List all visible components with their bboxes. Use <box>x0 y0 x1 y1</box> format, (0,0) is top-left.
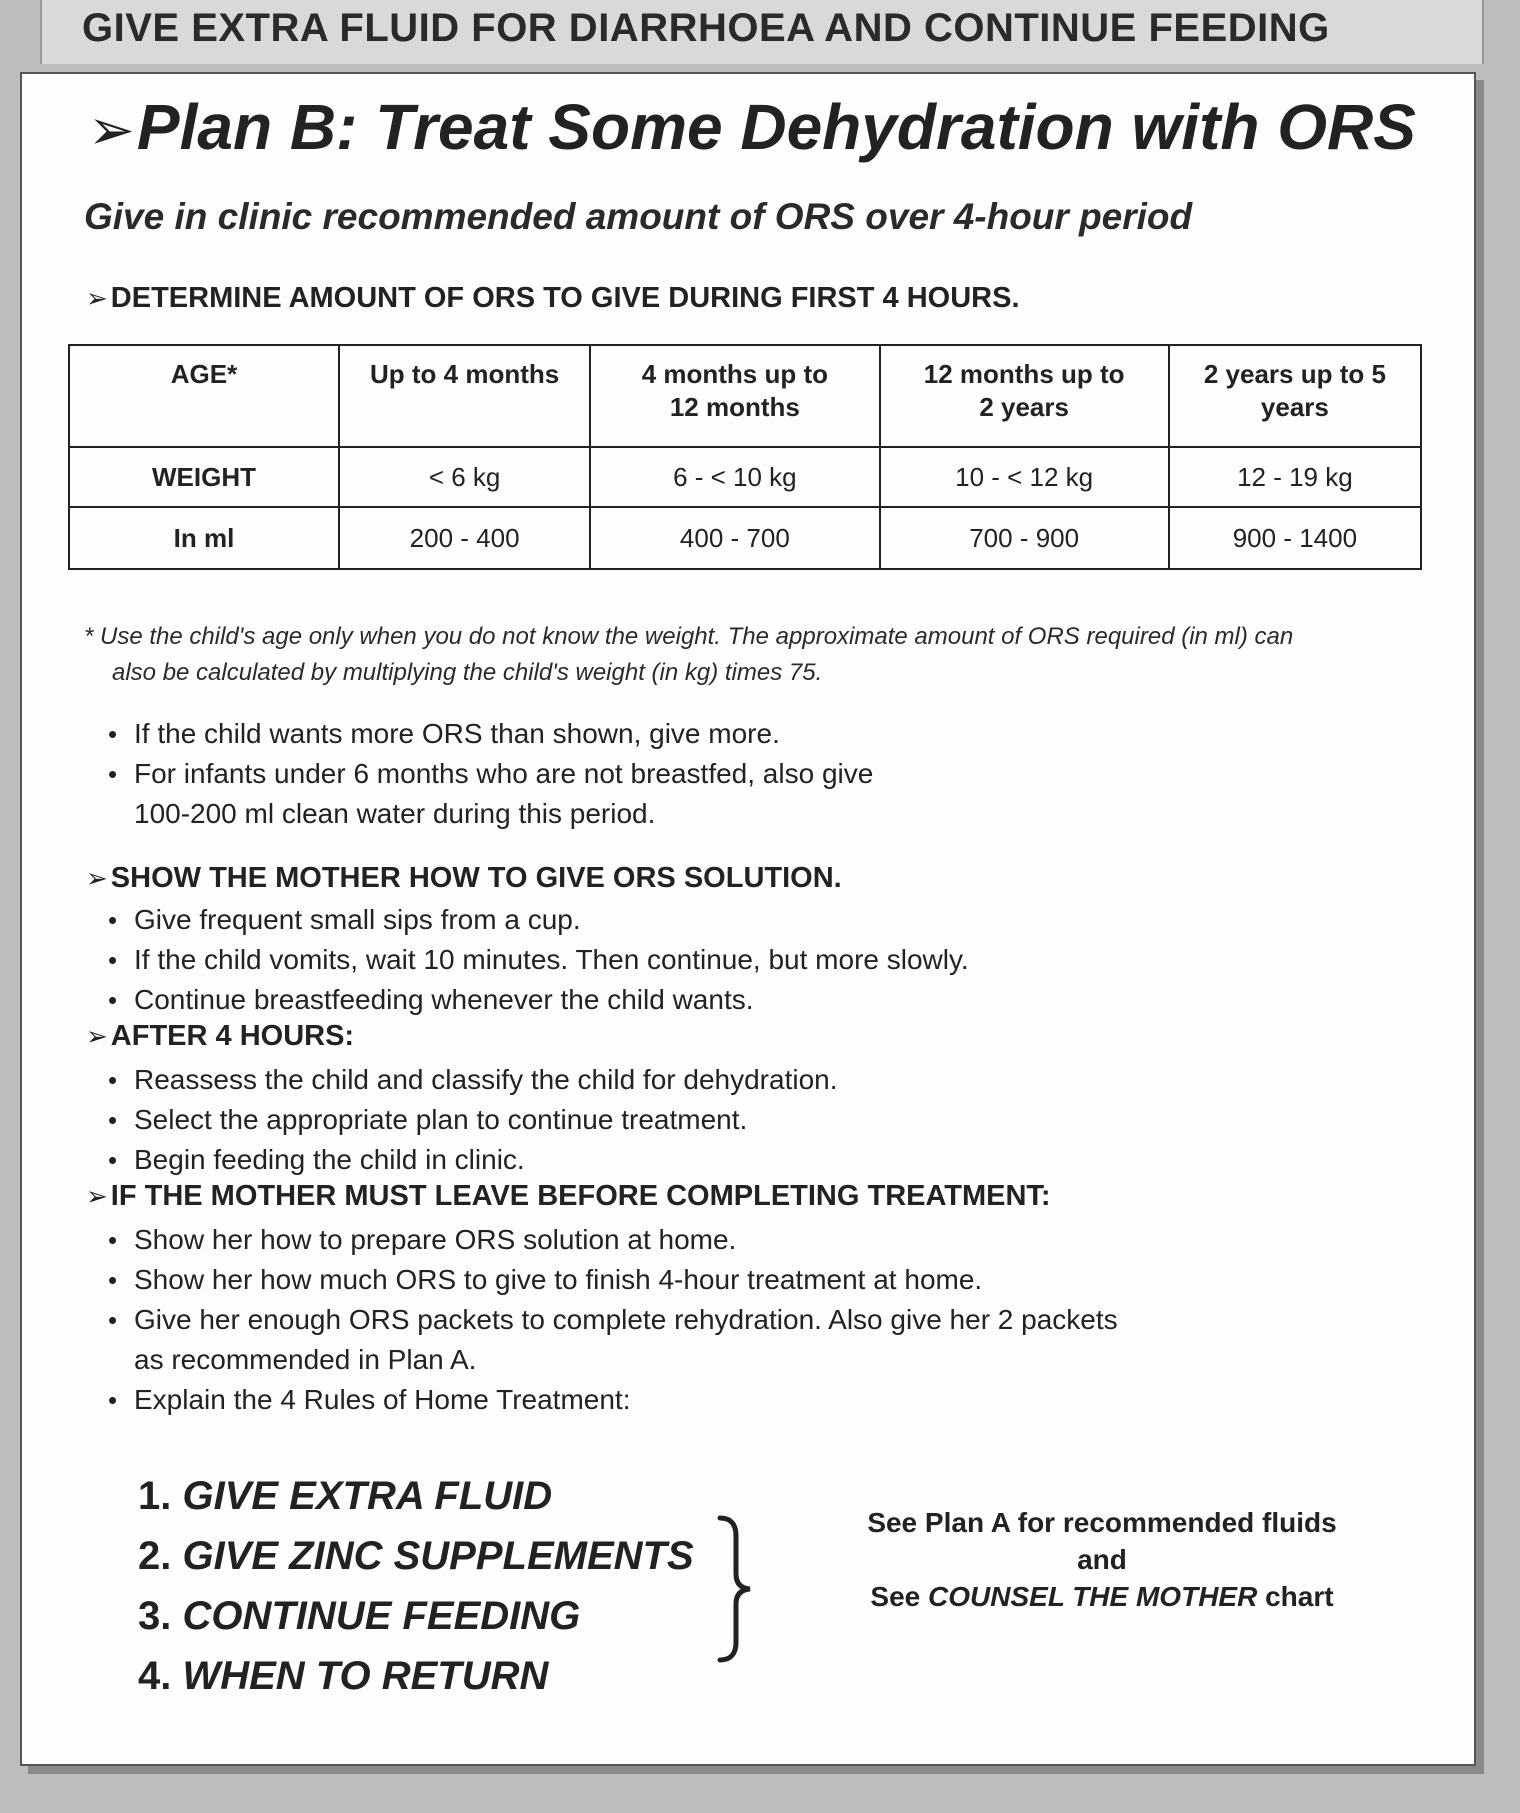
heading-text: IF THE MOTHER MUST LEAVE BEFORE COMPLETING TREATMENT: <box>110 1180 1051 1212</box>
curly-brace-icon <box>714 1514 754 1664</box>
cell-text: 12 months up to 2 years <box>923 359 1125 422</box>
table-cell <box>880 345 1169 447</box>
list-item: • Begin feeding the child in clinic. <box>104 1140 838 1180</box>
rule-item <box>138 1526 694 1586</box>
table-cell: 200 - 400 <box>339 507 590 569</box>
cell-text: 2 years up to 5 years <box>1203 359 1386 422</box>
note-line <box>832 1578 1372 1615</box>
heading-text: AFTER 4 HOURS: <box>110 1020 355 1052</box>
arrow-bullet-icon: ➢ <box>86 1021 108 1051</box>
footnote-line: also be calculated by multiplying the child's weight (in kg) times 75. <box>112 659 823 686</box>
table-cell: 12 - 19 kg <box>1169 447 1421 507</box>
arrow-bullet-icon: ➢ <box>86 863 108 893</box>
list-item-continued: 100-200 ml clean water during this period. <box>134 798 656 829</box>
plan-subtitle: Give in clinic recommended amount of ORS over 4-hour period <box>84 196 1193 237</box>
see-plan-a-note <box>832 1504 1372 1615</box>
rule-number: 3. <box>138 1594 172 1638</box>
list-item: • Show her how to prepare ORS solution at home. <box>104 1220 1118 1260</box>
rule-number: 1. <box>138 1474 172 1518</box>
cell-text: 4 months up to 12 months <box>641 359 829 422</box>
table-cell: 6 - < 10 kg <box>590 447 879 507</box>
rule-text: GIVE ZINC SUPPLEMENTS <box>182 1534 694 1578</box>
table-row <box>69 345 1421 447</box>
table-cell: < 6 kg <box>339 447 590 507</box>
table-cell <box>590 345 879 447</box>
table-cell: 400 - 700 <box>590 507 879 569</box>
rule-text: WHEN TO RETURN <box>182 1654 549 1698</box>
top-banner <box>40 0 1484 64</box>
note-text: chart <box>1265 1581 1334 1612</box>
list-item: • Give her enough ORS packets to complete rehydration. Also give her 2 packets <box>104 1300 1118 1340</box>
list-item: • For infants under 6 months who are not breastfed, also give <box>104 754 873 794</box>
list-item: • If the child wants more ORS than shown, give more. <box>104 714 873 754</box>
section-after-4-hours-heading <box>86 1020 354 1053</box>
plan-title <box>88 90 1416 164</box>
counsel-the-mother-ref: COUNSEL THE MOTHER <box>928 1581 1258 1612</box>
list-item: • Reassess the child and classify the child for dehydration. <box>104 1060 838 1100</box>
arrow-bullet-icon: ➢ <box>86 1181 108 1211</box>
table-cell: Up to 4 months <box>339 345 590 447</box>
table-cell: 10 - < 12 kg <box>880 447 1169 507</box>
section-show-mother-heading <box>86 862 842 895</box>
table-row <box>69 447 1421 507</box>
note-line: See Plan A for recommended fluids <box>867 1507 1337 1538</box>
rule-number: 4. <box>138 1654 172 1698</box>
table-row-header-weight: WEIGHT <box>69 447 339 507</box>
list-item: • Select the appropriate plan to continue treatment. <box>104 1100 838 1140</box>
section-mother-must-leave-heading <box>86 1180 1051 1213</box>
after-4-hours-bullets <box>104 1060 838 1180</box>
plan-title-text: Plan B: Treat Some Dehydration with ORS <box>136 91 1416 163</box>
table-cell <box>1169 345 1421 447</box>
rule-number: 2. <box>138 1534 172 1578</box>
rule-item <box>138 1466 694 1526</box>
list-item: • Explain the 4 Rules of Home Treatment: <box>104 1380 1118 1420</box>
rule-item <box>138 1646 694 1706</box>
heading-text: SHOW THE MOTHER HOW TO GIVE ORS SOLUTION. <box>110 862 842 894</box>
show-mother-bullets <box>104 900 969 1020</box>
mother-must-leave-bullets <box>104 1220 1118 1420</box>
list-item: • Continue breastfeeding whenever the child wants. <box>104 980 969 1020</box>
list-item: • Show her how much ORS to give to finish 4-hour treatment at home. <box>104 1260 1118 1300</box>
table-cell: 900 - 1400 <box>1169 507 1421 569</box>
section-determine-heading <box>86 282 1020 315</box>
extra-ors-bullets <box>104 714 873 834</box>
note-line: and <box>1077 1544 1127 1575</box>
rule-text: CONTINUE FEEDING <box>182 1594 581 1638</box>
home-treatment-rules <box>138 1466 694 1706</box>
ors-amount-table <box>68 344 1422 570</box>
arrow-bullet-icon: ➢ <box>88 98 135 161</box>
rule-item <box>138 1586 694 1646</box>
arrow-bullet-icon: ➢ <box>86 283 108 313</box>
table-row <box>69 507 1421 569</box>
table-footnote <box>84 619 1444 691</box>
note-text: See <box>870 1581 921 1612</box>
footnote-line: * Use the child's age only when you do not know the weight. The approximate amount of ORS required (in ml) can <box>84 623 1294 650</box>
table-row-header-ml: In ml <box>69 507 339 569</box>
heading-text: DETERMINE AMOUNT OF ORS TO GIVE DURING FIRST 4 HOURS. <box>110 282 1020 314</box>
table-cell: 700 - 900 <box>880 507 1169 569</box>
plan-b-card <box>20 72 1476 1766</box>
list-item: • If the child vomits, wait 10 minutes. Then continue, but more slowly. <box>104 940 969 980</box>
table-row-header-age: AGE* <box>69 345 339 447</box>
list-item-continued: as recommended in Plan A. <box>134 1344 477 1375</box>
rule-text: GIVE EXTRA FLUID <box>182 1474 553 1518</box>
list-item: • Give frequent small sips from a cup. <box>104 900 969 940</box>
banner-title: GIVE EXTRA FLUID FOR DIARRHOEA AND CONTINUE FEEDING <box>82 6 1330 50</box>
